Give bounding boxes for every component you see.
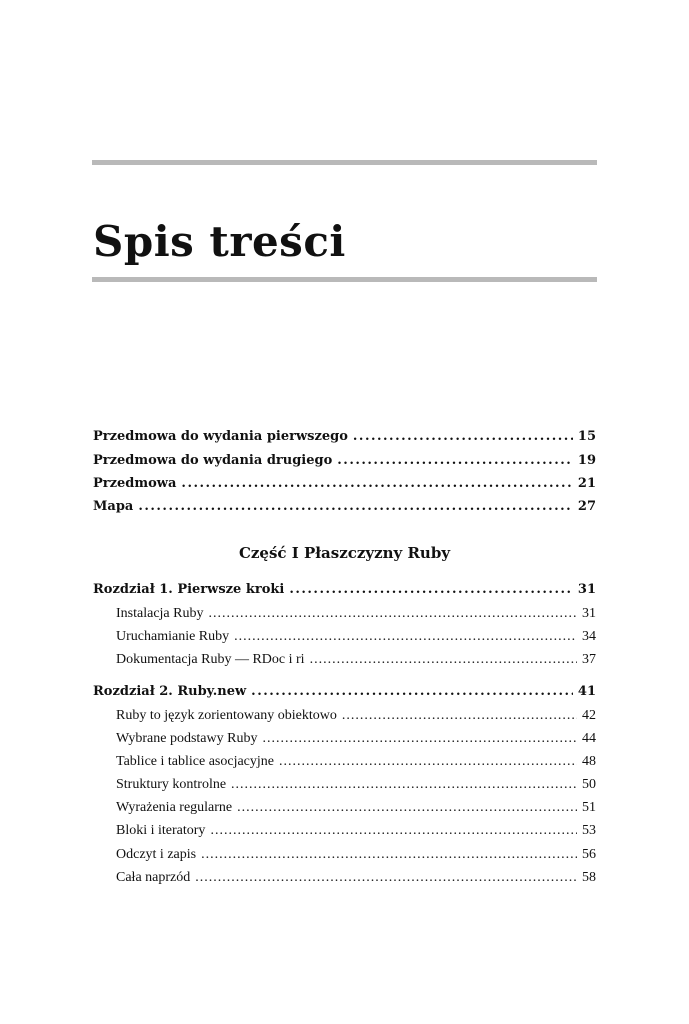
toc-entry-preface-first[interactable]	[93, 425, 596, 449]
toc-entry-label: Cała naprzód	[116, 870, 191, 885]
dot-leader	[310, 648, 577, 672]
toc-entry-map[interactable]	[93, 495, 596, 519]
toc-section[interactable]	[116, 625, 596, 649]
toc-entry-page: 50	[582, 777, 596, 792]
toc-entry-label: Ruby to język zorientowany obiektowo	[116, 708, 337, 723]
toc-section[interactable]	[116, 727, 596, 751]
dot-leader	[181, 472, 572, 496]
dot-leader	[289, 578, 573, 602]
toc-entry-page: 37	[582, 652, 596, 667]
toc-section[interactable]	[116, 819, 596, 843]
toc-section[interactable]	[116, 796, 596, 820]
toc-entry-label: Bloki i iteratory	[116, 823, 206, 838]
dot-leader	[353, 425, 573, 449]
toc-entry-label: Rozdział 2. Ruby.new	[93, 684, 247, 699]
toc-entry-page: 41	[577, 684, 596, 699]
toc-entry-page: 15	[577, 429, 596, 444]
dot-leader	[210, 819, 577, 843]
toc-entry-label: Wyrażenia regularne	[116, 800, 233, 815]
dot-leader	[201, 843, 577, 867]
toc-entry-page: 48	[582, 754, 596, 769]
toc-entry-label: Odczyt i zapis	[116, 847, 197, 862]
toc-section[interactable]	[116, 750, 596, 774]
bottom-rule	[92, 277, 597, 282]
toc-entry-label: Tablice i tablice asocjacyjne	[116, 754, 274, 769]
dot-leader	[279, 750, 577, 774]
dot-leader	[138, 495, 573, 519]
toc-section[interactable]	[116, 773, 596, 797]
toc-entry-label: Instalacja Ruby	[116, 606, 204, 621]
toc-section[interactable]	[116, 843, 596, 867]
dot-leader	[195, 866, 577, 890]
dot-leader	[237, 796, 577, 820]
toc-entry-label: Przedmowa do wydania pierwszego	[93, 429, 348, 444]
part-heading: Część I Płaszczyzny Ruby	[238, 544, 451, 562]
dot-leader	[337, 449, 573, 473]
toc-entry-label: Uruchamianie Ruby	[116, 629, 230, 644]
toc-entry-label: Mapa	[93, 499, 134, 514]
dot-leader	[208, 602, 577, 626]
toc-entry-label: Dokumentacja Ruby — RDoc i ri	[116, 652, 305, 667]
toc-entry-page: 19	[577, 453, 596, 468]
toc-entry-label: Przedmowa do wydania drugiego	[93, 453, 333, 468]
toc-entry-page: 34	[582, 629, 596, 644]
dot-leader	[262, 727, 577, 751]
toc-entry-page: 21	[577, 476, 596, 491]
toc-entry-page: 31	[577, 582, 596, 597]
top-rule	[92, 160, 597, 165]
toc-entry-page: 42	[582, 708, 596, 723]
toc-entry-page: 27	[577, 499, 596, 514]
toc-chapter-2[interactable]	[93, 680, 596, 704]
toc-section[interactable]	[116, 602, 596, 626]
toc-entry-page: 58	[582, 870, 596, 885]
toc-entry-preface-second[interactable]	[93, 449, 596, 473]
toc-chapter-1[interactable]	[93, 578, 596, 602]
dot-leader	[231, 773, 577, 797]
toc-section[interactable]	[116, 866, 596, 890]
toc-entry-label: Rozdział 1. Pierwsze kroki	[93, 582, 285, 597]
toc-entry-label: Przedmowa	[93, 476, 177, 491]
toc-entry-page: 31	[582, 606, 596, 621]
toc-entry-page: 56	[582, 847, 596, 862]
toc-entry-preface[interactable]	[93, 472, 596, 496]
dot-leader	[342, 704, 577, 728]
toc-entry-page: 51	[582, 800, 596, 815]
dot-leader	[251, 680, 573, 704]
toc-section[interactable]	[116, 704, 596, 728]
toc-entry-label: Struktury kontrolne	[116, 777, 227, 792]
dot-leader	[234, 625, 577, 649]
toc-entry-page: 53	[582, 823, 596, 838]
toc-entry-page: 44	[582, 731, 596, 746]
toc-entry-label: Wybrane podstawy Ruby	[116, 731, 258, 746]
toc-section[interactable]	[116, 648, 596, 672]
page-title: Spis treści	[93, 217, 346, 266]
